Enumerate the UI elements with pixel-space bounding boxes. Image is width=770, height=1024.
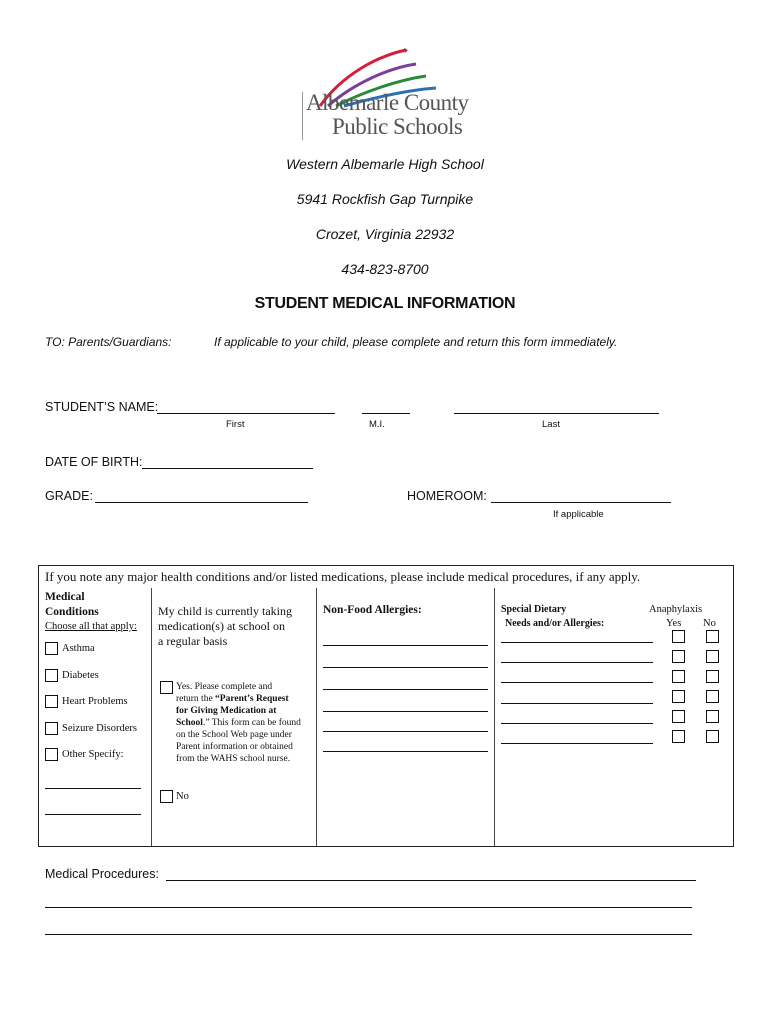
other-specify-field-2[interactable] — [45, 814, 141, 815]
col-divider-1 — [151, 588, 152, 846]
grade-field[interactable] — [95, 502, 308, 503]
school-city: Crozet, Virginia 22932 — [315, 226, 455, 242]
asthma-label: Asthma — [62, 643, 95, 654]
non-food-allergies-title: Non-Food Allergies: — [323, 604, 422, 616]
middle-initial-field[interactable] — [362, 413, 410, 414]
seizure-checkbox[interactable] — [45, 722, 58, 735]
dob-field[interactable] — [142, 468, 313, 469]
diabetes-label: Diabetes — [62, 670, 99, 681]
instruction-text: If applicable to your child, please complete and return this form immediately. — [214, 335, 618, 349]
school-bold-text: School — [176, 718, 203, 728]
homeroom-note: If applicable — [553, 509, 604, 520]
student-name-label: STUDENT’S NAME: — [45, 400, 159, 414]
form-title: STUDENT MEDICAL INFORMATION — [254, 295, 516, 312]
mi-label: M.I. — [369, 419, 385, 430]
homeroom-label: HOMEROOM: — [407, 489, 487, 503]
dietary-field-1[interactable] — [501, 642, 653, 643]
dietary-field-6[interactable] — [501, 743, 653, 744]
procedures-label: Medical Procedures: — [45, 867, 159, 881]
anaphylaxis-yes-checkbox-3[interactable] — [672, 670, 685, 683]
medication-no-label: No — [176, 791, 189, 802]
school-phone: 434-823-8700 — [341, 261, 429, 277]
anaphylaxis-no-checkbox-3[interactable] — [706, 670, 719, 683]
to-label: TO: Parents/Guardians: — [45, 335, 172, 349]
medication-yes-text: Yes. Please complete and — [176, 682, 273, 692]
school-address: 5941 Rockfish Gap Turnpike — [296, 191, 474, 207]
grade-label: GRADE: — [45, 489, 93, 503]
diabetes-checkbox[interactable] — [45, 669, 58, 682]
first-label: First — [226, 419, 245, 430]
conditions-title-1: Medical — [45, 591, 85, 603]
medication-yes-text-5: on the School Web page under — [176, 730, 292, 740]
heart-problems-checkbox[interactable] — [45, 695, 58, 708]
anaphylaxis-no-checkbox-1[interactable] — [706, 630, 719, 643]
allergy-field-2[interactable] — [323, 667, 488, 668]
last-label: Last — [542, 419, 560, 430]
anaphylaxis-yes-checkbox-2[interactable] — [672, 650, 685, 663]
homeroom-field[interactable] — [491, 502, 671, 503]
dob-label: DATE OF BIRTH: — [45, 455, 143, 469]
anaphylaxis-yes-checkbox-1[interactable] — [672, 630, 685, 643]
anaphylaxis-yes-checkbox-4[interactable] — [672, 690, 685, 703]
district-logo — [298, 44, 473, 144]
dietary-title-1: Special Dietary — [501, 604, 567, 615]
form-found-text: .” This form can be found — [202, 718, 301, 728]
medication-yes-text-3: for Giving Medication at — [176, 706, 277, 716]
allergy-field-4[interactable] — [323, 711, 488, 712]
procedures-field-2[interactable] — [45, 907, 692, 908]
anaphylaxis-no-label: No — [703, 618, 716, 629]
procedures-field-3[interactable] — [45, 934, 692, 935]
allergy-field-3[interactable] — [323, 689, 488, 690]
logo-line-1: Albemarle County — [306, 90, 469, 115]
dietary-field-5[interactable] — [501, 723, 653, 724]
col-divider-2 — [316, 588, 317, 846]
medication-question-3: a regular basis — [158, 634, 228, 648]
other-checkbox[interactable] — [45, 748, 58, 761]
dietary-field-4[interactable] — [501, 703, 653, 704]
anaphylaxis-no-checkbox-2[interactable] — [706, 650, 719, 663]
allergy-field-5[interactable] — [323, 731, 488, 732]
medication-yes-text-7: from the WAHS school nurse. — [176, 754, 291, 764]
anaphylaxis-yes-checkbox-6[interactable] — [672, 730, 685, 743]
medication-yes-text-4 — [176, 718, 301, 728]
logo-line-2: Public Schools — [332, 114, 463, 139]
col-divider-3 — [494, 588, 495, 846]
logo-divider — [302, 92, 303, 140]
choose-all-label: Choose all that apply: — [45, 621, 137, 632]
other-label: Other Specify: — [62, 749, 124, 760]
medication-yes-checkbox[interactable] — [160, 681, 173, 694]
anaphylaxis-label: Anaphylaxis — [649, 604, 703, 615]
medication-yes-text-2 — [176, 694, 289, 704]
asthma-checkbox[interactable] — [45, 642, 58, 655]
first-name-field[interactable] — [157, 413, 335, 414]
dietary-field-3[interactable] — [501, 682, 653, 683]
last-name-field[interactable] — [454, 413, 659, 414]
anaphylaxis-no-checkbox-4[interactable] — [706, 690, 719, 703]
medication-question-1: My child is currently taking — [158, 604, 292, 618]
anaphylaxis-yes-label: Yes — [666, 618, 682, 629]
allergy-field-1[interactable] — [323, 645, 488, 646]
dietary-title-2: Needs and/or Allergies: — [505, 618, 605, 629]
table-header: If you note any major health conditions and/or listed medications, please include medical procedures, if any apply. — [45, 569, 641, 584]
anaphylaxis-yes-checkbox-5[interactable] — [672, 710, 685, 723]
other-specify-field-1[interactable] — [45, 788, 141, 789]
anaphylaxis-no-checkbox-5[interactable] — [706, 710, 719, 723]
school-name: Western Albemarle High School — [286, 156, 484, 172]
dietary-field-2[interactable] — [501, 662, 653, 663]
heart-problems-label: Heart Problems — [62, 696, 128, 707]
medication-yes-text-6: Parent information or obtained — [176, 742, 293, 752]
medication-question-2: medication(s) at school on — [158, 619, 285, 633]
allergy-field-6[interactable] — [323, 751, 488, 752]
anaphylaxis-no-checkbox-6[interactable] — [706, 730, 719, 743]
parents-request-text: “Parent’s Request — [215, 694, 289, 704]
medication-no-checkbox[interactable] — [160, 790, 173, 803]
procedures-field-1[interactable] — [166, 880, 696, 881]
return-the-text: return the — [176, 694, 213, 704]
conditions-title-2: Conditions — [45, 606, 99, 618]
seizure-label: Seizure Disorders — [62, 723, 137, 734]
